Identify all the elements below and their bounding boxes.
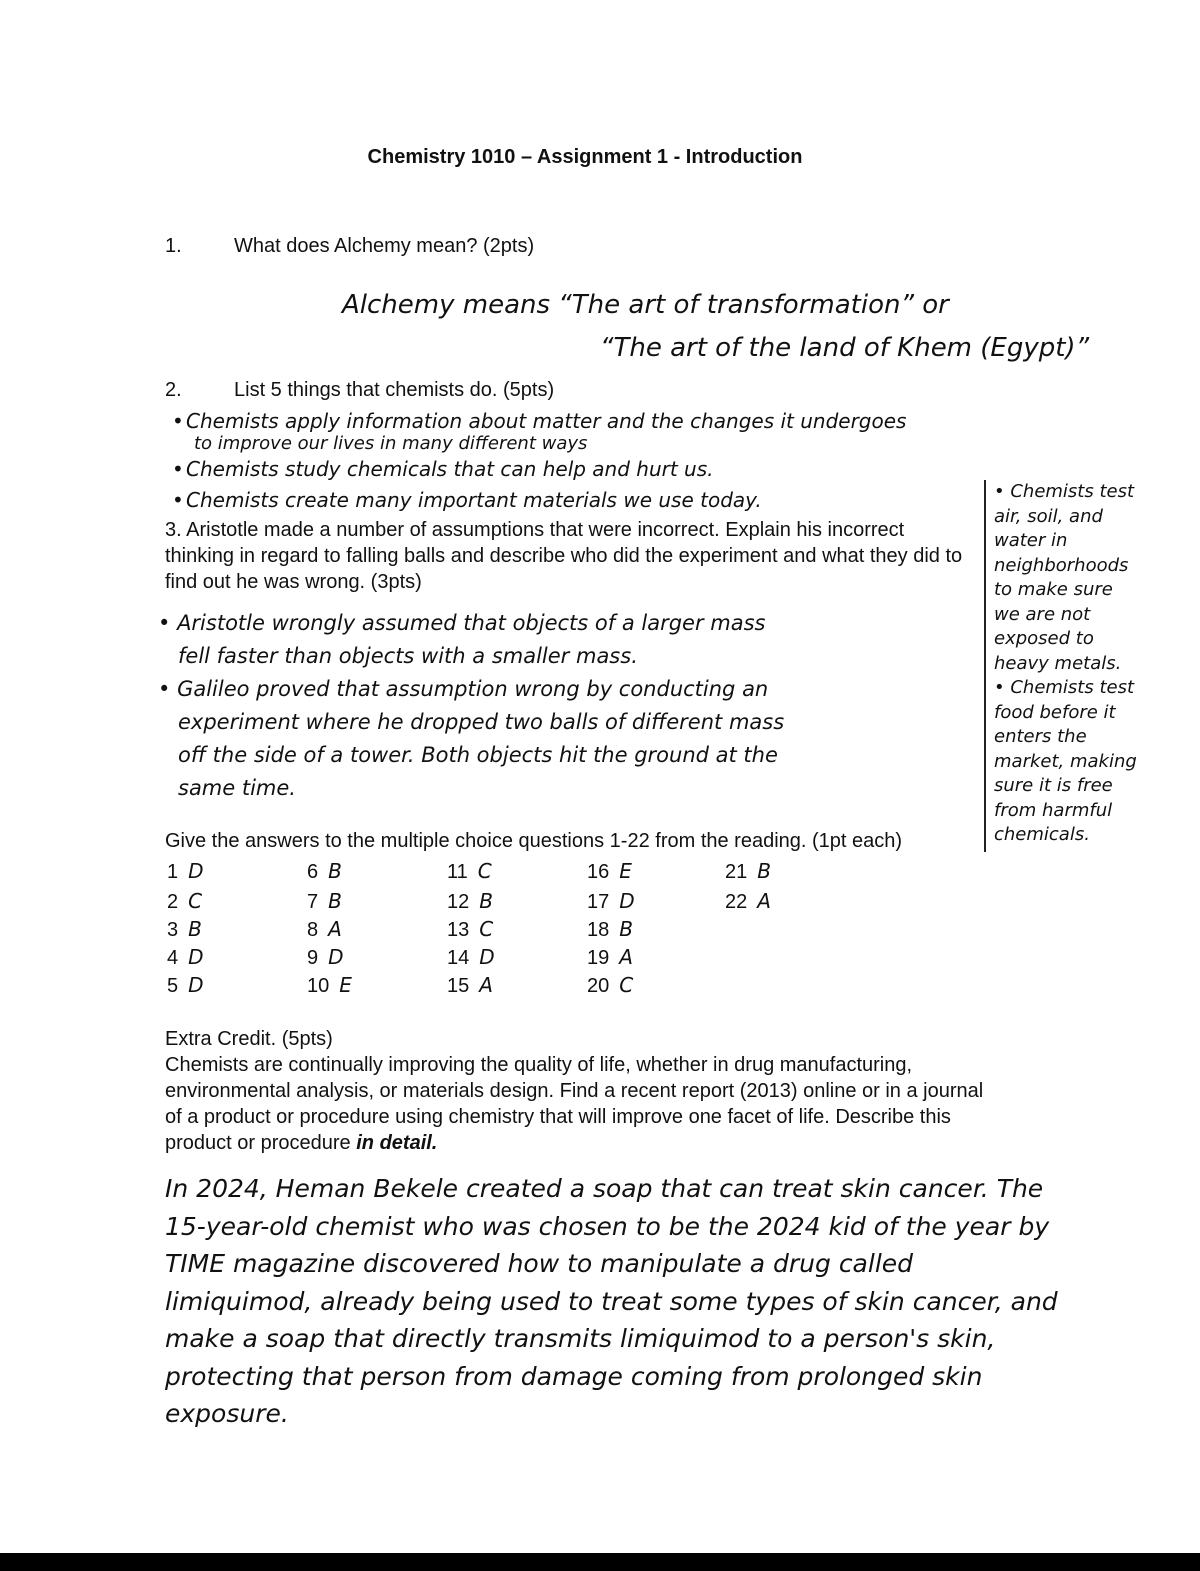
q2-bullet: • Chemists study chemicals that can help and hurt us. (172, 457, 714, 481)
mcq-header: Give the answers to the multiple choice questions 1-22 from the reading. (1pt each) (165, 830, 903, 852)
q2-bullet-continuation: to improve our lives in many different ways (194, 433, 588, 454)
q3-answer (158, 607, 978, 805)
q2-bullet: • Chemists create many important materials we use today. (172, 488, 762, 512)
mcq-answer: 2 C (167, 889, 203, 913)
q3-answer-line: • Galileo proved that assumption wrong by conducting an (158, 677, 769, 701)
mcq-answer: 9 D (307, 945, 344, 969)
mcq-answer: 14 D (447, 945, 495, 969)
q1-prompt: What does Alchemy mean? (2pts) (234, 235, 535, 257)
q3-answer-line: same time. (178, 776, 296, 800)
mcq-answer: 13 C (447, 917, 494, 941)
q3-answer-line: • Aristotle wrongly assumed that objects of a larger mass (158, 611, 766, 635)
mcq-answer: 12 B (447, 889, 493, 913)
mcq-answer: 22 A (725, 889, 771, 913)
bullet-icon: • (158, 677, 178, 701)
q3-prompt: 3. Aristotle made a number of assumptions that were incorrect. Explain his incorrect thinking in regard to falling balls and describe who did the experiment and what they did to find out he was wrong. (3pts) (165, 519, 963, 593)
bullet-icon: • (158, 611, 178, 635)
extra-credit-heading: Extra Credit. (5pts) (165, 1028, 333, 1050)
q2-prompt: List 5 things that chemists do. (5pts) (234, 379, 555, 401)
mcq-answer: 10 E (307, 973, 352, 997)
q1-number: 1. (165, 235, 182, 257)
bullet-icon: • (172, 457, 184, 481)
mcq-answer: 7 B (307, 889, 342, 913)
extra-credit-emphasis: in detail. (356, 1132, 438, 1154)
extra-credit-prompt (165, 1026, 1165, 1156)
mcq-answer: 6 B (307, 859, 342, 883)
q1-answer-line2: “The art of the land of Khem (Egypt)” (600, 333, 1090, 363)
q2-side-notes (984, 480, 1186, 852)
bullet-icon: • (172, 409, 184, 433)
scan-edge (0, 1553, 1200, 1571)
mcq-answer: 18 B (587, 917, 633, 941)
q1-answer-line1: Alchemy means “The art of transformation” or (342, 290, 949, 320)
mcq-answer: 11 C (447, 859, 492, 883)
q3-answer-line: fell faster than objects with a smaller mass. (178, 644, 638, 668)
mcq-answer: 19 A (587, 945, 633, 969)
q3-answer-line: experiment where he dropped two balls of different mass (178, 710, 785, 734)
mcq-answer: 20 C (587, 973, 634, 997)
q3-answer-line: off the side of a tower. Both objects hit the ground at the (178, 743, 778, 767)
mcq-answer: 21 B (725, 859, 771, 883)
mcq-answer: 16 E (587, 859, 632, 883)
mcq-answer: 1 D (167, 859, 204, 883)
mcq-answer: 5 D (167, 973, 204, 997)
q2-number: 2. (165, 379, 182, 401)
q2-bullet: • Chemists apply information about matter and the changes it undergoes (172, 409, 907, 433)
bullet-icon: • (172, 488, 184, 512)
mcq-answer: 3 B (167, 917, 202, 941)
mcq-answer: 17 D (587, 889, 635, 913)
document-title: Chemistry 1010 – Assignment 1 - Introduction (367, 146, 803, 168)
mcq-answer: 4 D (167, 945, 204, 969)
extra-credit-answer: In 2024, Heman Bekele created a soap that can treat skin cancer. The 15-year-old chemist who was chosen to be the 2024 kid of the year by TIME magazine discovered how to manipulate a drug called limiquimod, already being used to treat some types of skin cancer, and make a soap that directly transmits limiquimod to a person's skin, protecting that person from damage coming from prolonged skin exposure. (165, 1174, 1058, 1428)
q2-side-notes-text: • Chemists test air, soil, and water in neighborhoods to make sure we are not exposed to heavy metals. • Chemists test food before it enters the market, making sure it is free from harmful chemicals. (994, 481, 1137, 845)
extra-credit-body: Chemists are continually improving the quality of life, whether in drug manufacturing, environmental analysis, or materials design. Find a recent report (2013) online or in a journal of a product or procedure using chemistry that will improve one facet of life. Describe this product or procedure in detail. (165, 1054, 984, 1154)
mcq-answer: 15 A (447, 973, 493, 997)
mcq-answer: 8 A (307, 917, 342, 941)
